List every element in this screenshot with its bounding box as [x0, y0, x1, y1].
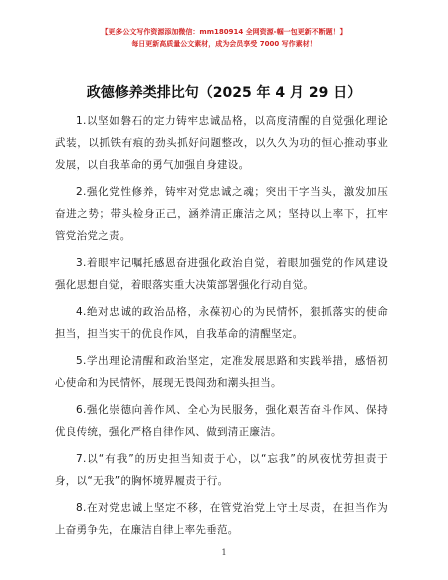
- paragraph-1: 1.以坚如磐石的定力铸牢忠诚品格，以高度清醒的自觉强化理论武装，以抓铁有痕的劲头抓好问题整改，以久久为功的恒心推动事业发展，以自我革命的勇气加强自身建设。: [55, 115, 388, 171]
- paragraph-5: 5.学出理论清醒和政治坚定，定准发展思路和实践举措，感悟初心使命和为民情怀，展现无畏闯劲和潮头担当。: [55, 355, 388, 389]
- paragraph-7: 7.以“有我”的历史担当知责于心，以“忘我”的夙夜忧劳担责于身，以“无我”的胸怀境界履责于行。: [55, 453, 388, 487]
- promo-banner-line-2: 每日更新高质量公文素材，成为会员享受 7000 写作素材！: [131, 40, 317, 48]
- paragraph-6: 6.强化崇德向善作风、全心为民服务，强化艰苦奋斗作风、保持优良传统，强化严格自律作风、做到清正廉洁。: [55, 404, 388, 438]
- document-title: 政德修养类排比句（2025 年 4 月 29 日）: [86, 85, 362, 101]
- paragraph-8: 8.在对党忠诚上坚定不移，在管党治党上守土尽责，在担当作为上奋勇争先，在廉洁自律上率先垂范。: [55, 502, 388, 536]
- document-body: [55, 110, 388, 546]
- paragraph-2: 2.强化党性修养，铸牢对党忠诚之魂；突出干字当头，激发加压奋进之势；带头检身正己，涵养清正廉洁之风；坚持以上率下，扛牢管党治党之责。: [55, 186, 388, 242]
- paragraph-3: 3.着眼牢记嘱托感恩奋进强化政治自觉，着眼加强党的作风建设强化思想自觉，着眼落实重大决策部署强化行动自觉。: [55, 257, 388, 291]
- page-number: 1: [221, 548, 227, 557]
- paragraph-4: 4.绝对忠诚的政治品格，永葆初心的为民情怀，狠抓落实的使命担当，担当实干的优良作风，自我革命的清醒坚定。: [55, 306, 388, 340]
- promo-banner-line-1: 【更多公文写作资源添加微信：mm180914 全网资源-帼一包更新不断题！】: [101, 28, 347, 36]
